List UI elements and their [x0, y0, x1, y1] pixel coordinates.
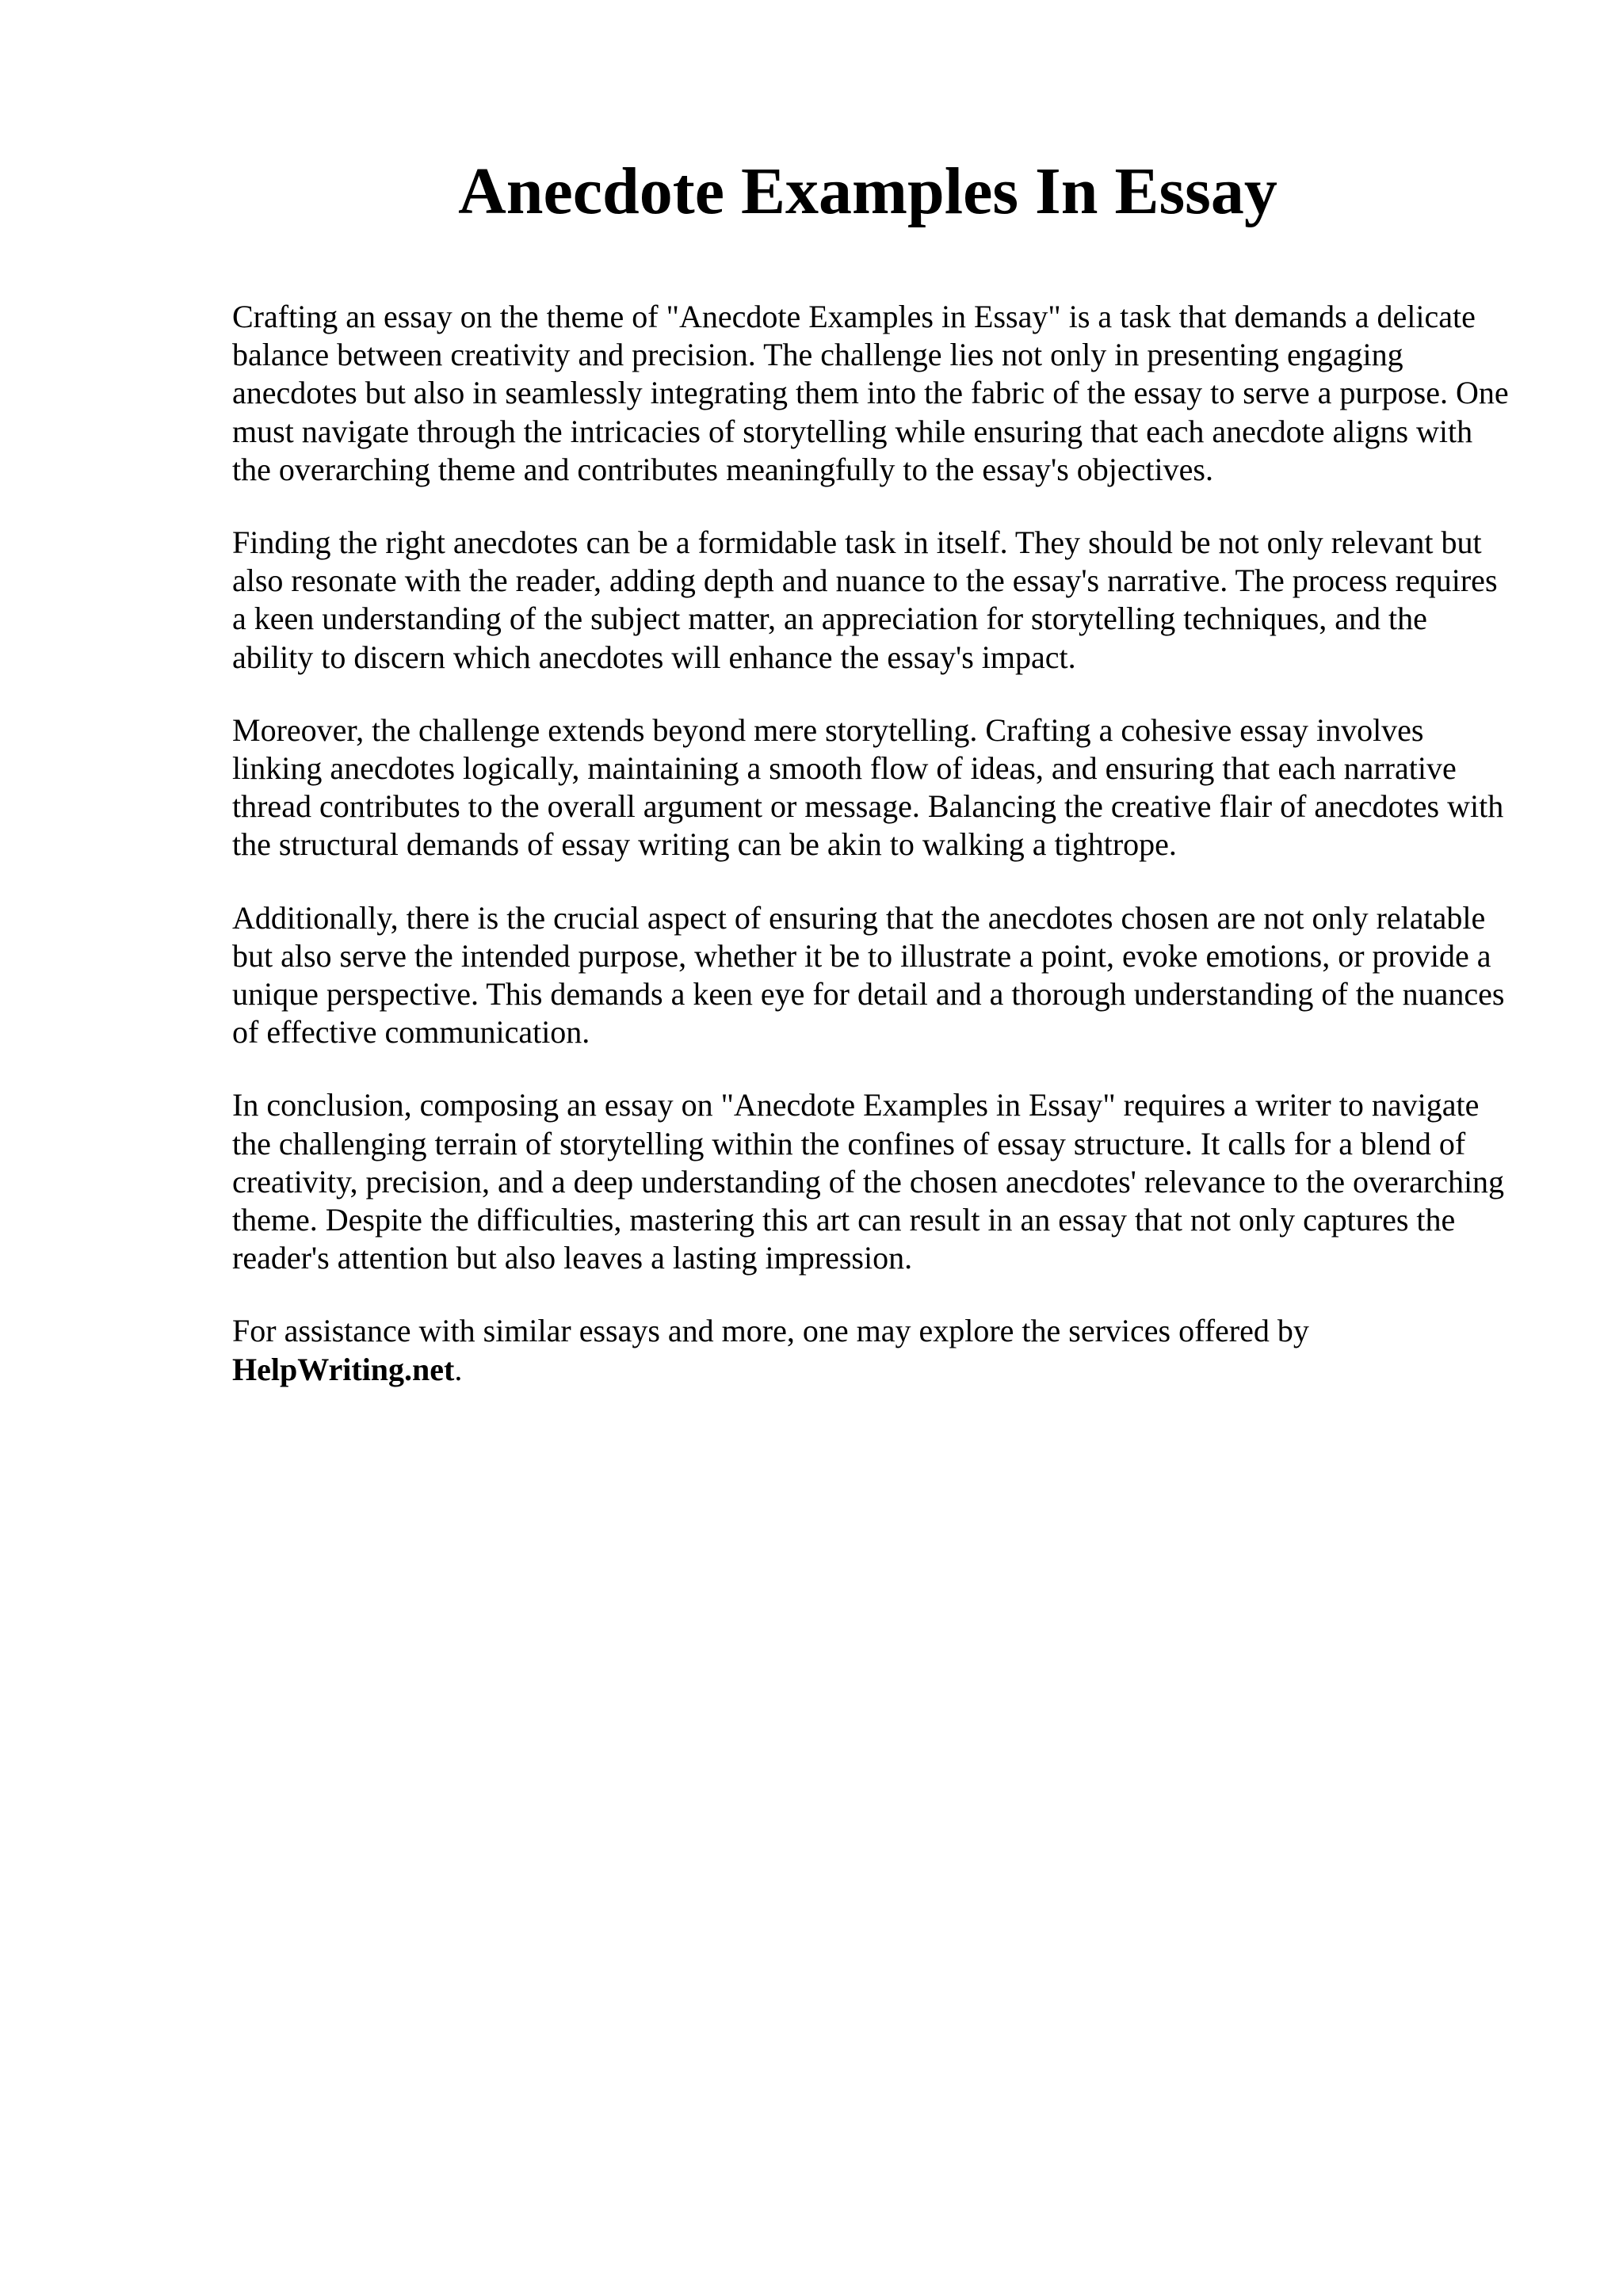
closing-text: For assistance with similar essays and more, one may explore the services offered by	[232, 1313, 1309, 1349]
paragraph-1: Crafting an essay on the theme of "Anecdote Examples in Essay" is a task that demands a delicate balance between creativity and precision. The challenge lies not only in presenting engaging anecdotes but also in seamlessly integrating them into the fabric of the essay to serve a purpose. One must navigate through the intricacies of storytelling while ensuring that each anecdote aligns with the overarching theme and contributes meaningfully to the essay's objectives.	[232, 299, 1509, 487]
closing-period: .	[454, 1351, 463, 1387]
page-title: Anecdote Examples In Essay	[458, 154, 1277, 228]
paragraph-5: In conclusion, composing an essay on "Anecdote Examples in Essay" requires a writer to navigate the challenging terrain of storytelling within the confines of essay structure. It calls for a blend of creativity, precision, and a deep understanding of the chosen anecdotes' relevance to the overarching theme. Despite the difficulties, mastering this art can result in an essay that not only captures the reader's attention but also leaves a lasting impression.	[232, 1087, 1505, 1276]
paragraph-2: Finding the right anecdotes can be a formidable task in itself. They should be not only relevant but also resonate with the reader, adding depth and nuance to the essay's narrative. The process requires a keen understanding of the subject matter, an appreciation for storytelling techniques, and the ability to discern which anecdotes will enhance the essay's impact.	[232, 524, 1498, 675]
paragraph-3: Moreover, the challenge extends beyond mere storytelling. Crafting a cohesive essay involves linking anecdotes logically, maintaining a smooth flow of ideas, and ensuring that each narrative thread contributes to the overall argument or message. Balancing the creative flair of anecdotes with the structural demands of essay writing can be akin to walking a tightrope.	[232, 711, 1504, 863]
paragraph-4: Additionally, there is the crucial aspect of ensuring that the anecdotes chosen are not only relatable but also serve the intended purpose, whether it be to illustrate a point, evoke emotions, or provide a unique perspective. This demands a keen eye for detail and a thorough understanding of the nuances of effective communication.	[232, 899, 1505, 1051]
brand-link[interactable]: HelpWriting.net	[232, 1351, 455, 1387]
closing-paragraph	[232, 1312, 1516, 1388]
essay-body	[232, 298, 1516, 1424]
